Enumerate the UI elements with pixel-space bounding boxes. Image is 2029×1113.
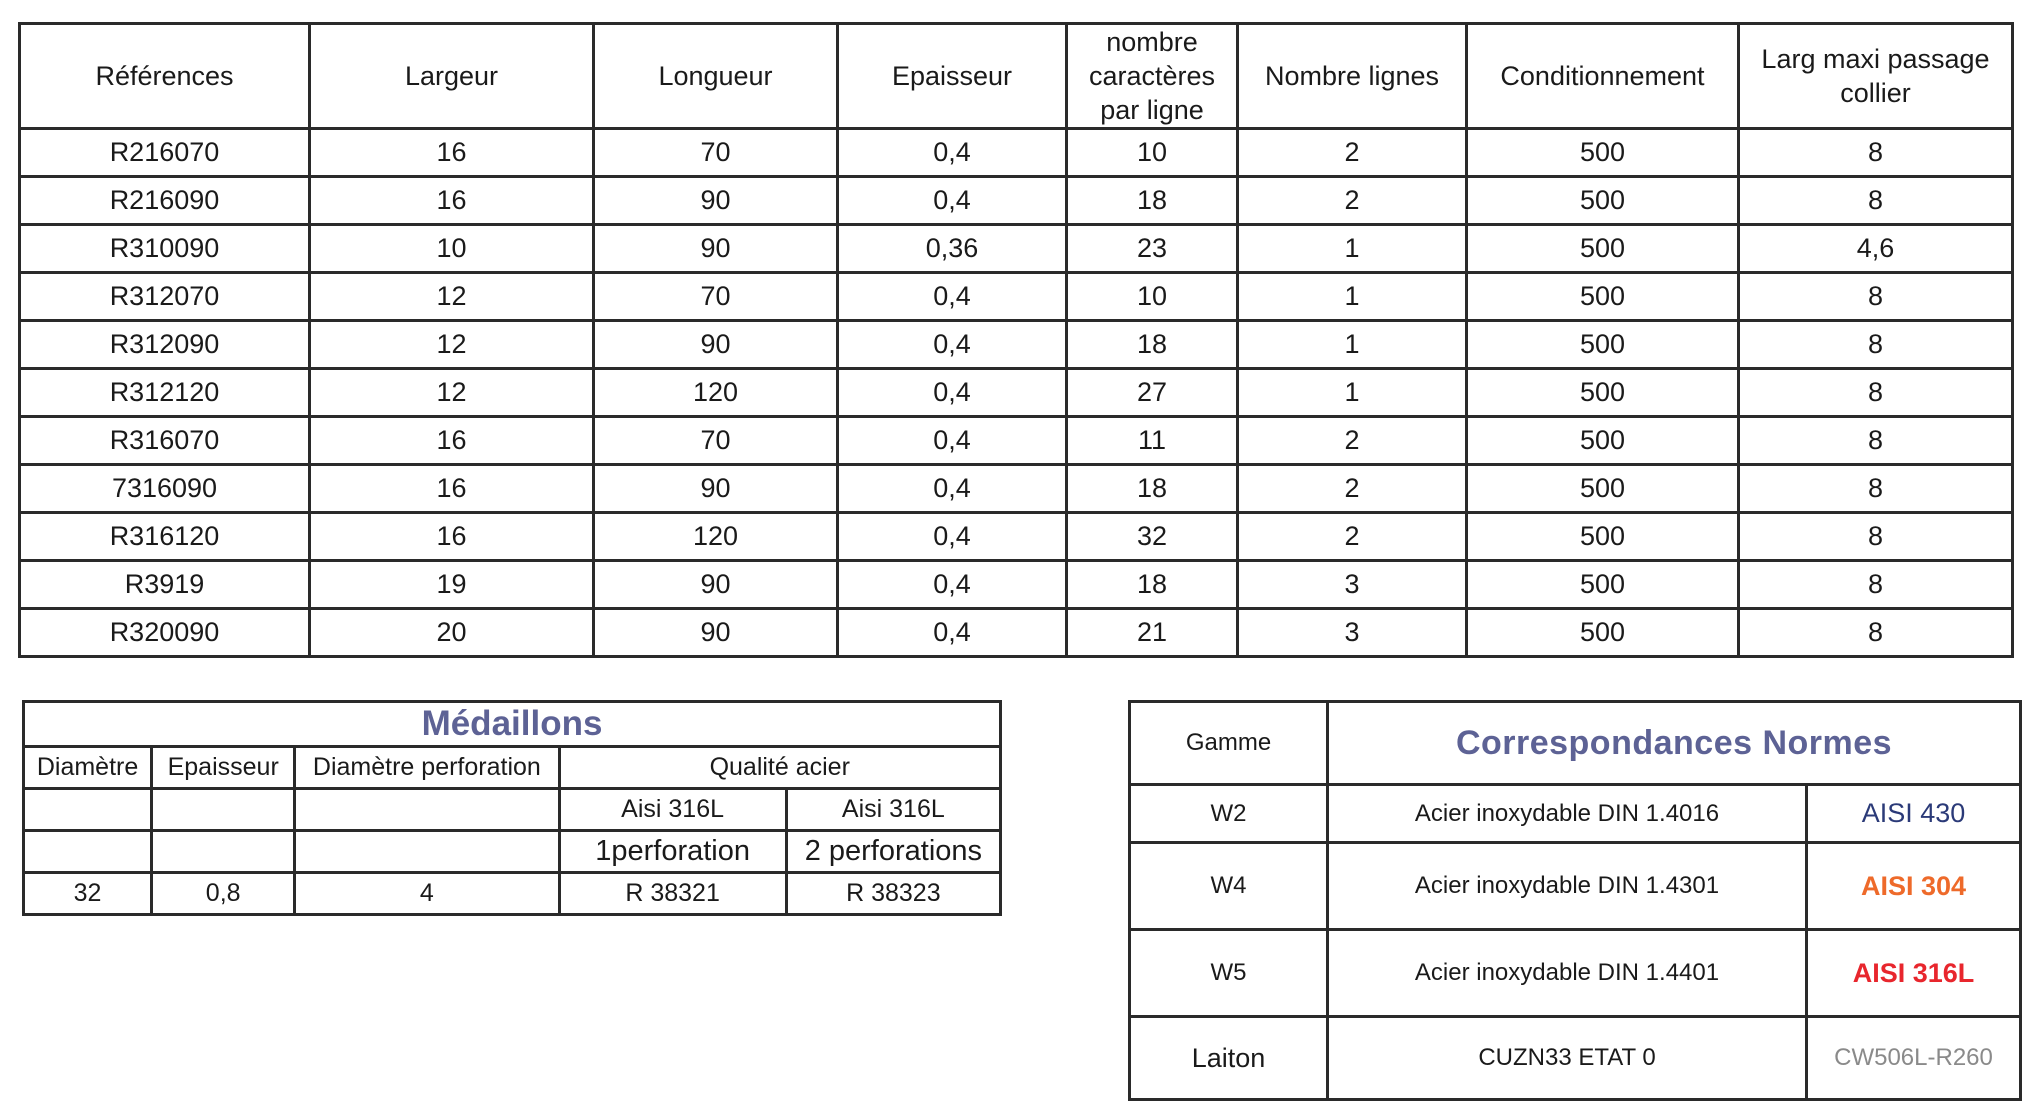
empty-cell [24,789,152,831]
cell-larg-maxi-passage-collier: 8 [1739,465,2013,513]
cell-conditionnement: 500 [1467,273,1739,321]
header-longueur: Longueur [594,24,838,129]
aisi-cell: AISI 304 [1807,843,2021,930]
gamme-cell: Laiton [1130,1017,1328,1100]
cell-longueur: 70 [594,417,838,465]
header-gamme: Gamme [1130,702,1328,785]
cell-caracteres-par-ligne: 10 [1067,273,1238,321]
cell-conditionnement: 500 [1467,417,1739,465]
grade-2: Aisi 316L [786,789,1000,831]
table-row [20,225,2013,273]
cell-longueur: 90 [594,321,838,369]
cell-larg-maxi-passage-collier: 8 [1739,369,2013,417]
value-epaisseur: 0,8 [152,873,295,915]
cell-conditionnement: 500 [1467,321,1739,369]
value-ref-1: R 38321 [559,873,786,915]
empty-cell [295,831,559,873]
cell-epaisseur: 0,4 [838,417,1067,465]
table-row [20,129,2013,177]
cell-conditionnement: 500 [1467,465,1739,513]
cell-largeur: 12 [310,369,594,417]
cell-largeur: 12 [310,273,594,321]
cell-nombre-lignes: 1 [1238,369,1467,417]
normes-table [1128,700,2022,1101]
cell-nombre-lignes: 2 [1238,417,1467,465]
gamme-cell: W2 [1130,785,1328,843]
table-row [24,789,1001,831]
cell-conditionnement: 500 [1467,561,1739,609]
cell-epaisseur: 0,4 [838,369,1067,417]
cell-epaisseur: 0,4 [838,177,1067,225]
perforation-1: 1perforation [559,831,786,873]
table-header-row [1130,702,2021,785]
cell-largeur: 19 [310,561,594,609]
cell-conditionnement: 500 [1467,177,1739,225]
references-table [18,22,2014,658]
table-row [20,609,2013,657]
value-diametre-perforation: 4 [295,873,559,915]
header-nombre-lignes: Nombre lignes [1238,24,1467,129]
cell-reference: R3919 [20,561,310,609]
cell-largeur: 16 [310,417,594,465]
cell-reference: R316070 [20,417,310,465]
table-row [1130,843,2021,930]
table-row [1130,785,2021,843]
cell-nombre-lignes: 2 [1238,177,1467,225]
cell-longueur: 90 [594,177,838,225]
cell-reference: R312090 [20,321,310,369]
aisi-cell: AISI 316L [1807,930,2021,1017]
table-header-row [20,24,2013,129]
cell-epaisseur: 0,4 [838,561,1067,609]
header-diametre: Diamètre [24,747,152,789]
cell-nombre-lignes: 2 [1238,129,1467,177]
cell-conditionnement: 500 [1467,513,1739,561]
header-epaisseur: Epaisseur [152,747,295,789]
grade-1: Aisi 316L [559,789,786,831]
cell-caracteres-par-ligne: 18 [1067,465,1238,513]
cell-largeur: 16 [310,513,594,561]
cell-larg-maxi-passage-collier: 8 [1739,321,2013,369]
table-row [20,561,2013,609]
table-row [24,873,1001,915]
cell-caracteres-par-ligne: 21 [1067,609,1238,657]
cell-conditionnement: 500 [1467,369,1739,417]
cell-largeur: 20 [310,609,594,657]
cell-epaisseur: 0,4 [838,129,1067,177]
cell-reference: R320090 [20,609,310,657]
cell-longueur: 90 [594,609,838,657]
cell-caracteres-par-ligne: 18 [1067,177,1238,225]
aisi-cell: CW506L-R260 [1807,1017,2021,1100]
header-qualite-acier: Qualité acier [559,747,1001,789]
table-row [20,417,2013,465]
cell-caracteres-par-ligne: 27 [1067,369,1238,417]
cell-caracteres-par-ligne: 32 [1067,513,1238,561]
cell-caracteres-par-ligne: 23 [1067,225,1238,273]
cell-longueur: 70 [594,129,838,177]
cell-conditionnement: 500 [1467,129,1739,177]
value-ref-2: R 38323 [786,873,1000,915]
value-diametre: 32 [24,873,152,915]
empty-cell [152,789,295,831]
normes-title: Correspondances Normes [1328,702,2021,785]
cell-conditionnement: 500 [1467,225,1739,273]
cell-nombre-lignes: 1 [1238,321,1467,369]
header-references: Références [20,24,310,129]
cell-largeur: 12 [310,321,594,369]
description-cell: Acier inoxydable DIN 1.4301 [1328,843,1807,930]
header-caracteres-par-ligne: nombre caractères par ligne [1067,24,1238,129]
cell-longueur: 70 [594,273,838,321]
cell-longueur: 120 [594,369,838,417]
cell-epaisseur: 0,4 [838,273,1067,321]
table-row [20,273,2013,321]
cell-reference: 7316090 [20,465,310,513]
cell-longueur: 120 [594,513,838,561]
table-row [20,513,2013,561]
references-table-body [20,129,2013,657]
cell-larg-maxi-passage-collier: 8 [1739,129,2013,177]
header-epaisseur: Epaisseur [838,24,1067,129]
table-row [1130,930,2021,1017]
cell-longueur: 90 [594,561,838,609]
cell-caracteres-par-ligne: 11 [1067,417,1238,465]
table-row [24,747,1001,789]
medaillons-table [22,700,1002,916]
cell-nombre-lignes: 3 [1238,609,1467,657]
cell-nombre-lignes: 2 [1238,513,1467,561]
cell-reference: R216090 [20,177,310,225]
cell-larg-maxi-passage-collier: 8 [1739,513,2013,561]
cell-nombre-lignes: 1 [1238,225,1467,273]
medaillons-title: Médaillons [24,702,1001,747]
cell-caracteres-par-ligne: 18 [1067,561,1238,609]
cell-largeur: 16 [310,465,594,513]
cell-larg-maxi-passage-collier: 4,6 [1739,225,2013,273]
cell-epaisseur: 0,4 [838,513,1067,561]
table-row [20,177,2013,225]
cell-larg-maxi-passage-collier: 8 [1739,561,2013,609]
cell-reference: R216070 [20,129,310,177]
cell-largeur: 16 [310,177,594,225]
table-row [24,831,1001,873]
description-cell: Acier inoxydable DIN 1.4401 [1328,930,1807,1017]
header-larg-maxi-passage-collier: Larg maxi passage collier [1739,24,2013,129]
table-row [20,321,2013,369]
gamme-cell: W4 [1130,843,1328,930]
gamme-cell: W5 [1130,930,1328,1017]
cell-reference: R310090 [20,225,310,273]
cell-longueur: 90 [594,225,838,273]
cell-epaisseur: 0,4 [838,321,1067,369]
cell-reference: R312070 [20,273,310,321]
header-largeur: Largeur [310,24,594,129]
cell-epaisseur: 0,4 [838,609,1067,657]
empty-cell [152,831,295,873]
cell-nombre-lignes: 1 [1238,273,1467,321]
cell-reference: R312120 [20,369,310,417]
perforation-2: 2 perforations [786,831,1000,873]
cell-largeur: 16 [310,129,594,177]
cell-epaisseur: 0,36 [838,225,1067,273]
cell-caracteres-par-ligne: 18 [1067,321,1238,369]
description-cell: CUZN33 ETAT 0 [1328,1017,1807,1100]
cell-largeur: 10 [310,225,594,273]
empty-cell [24,831,152,873]
cell-larg-maxi-passage-collier: 8 [1739,273,2013,321]
table-row [24,702,1001,747]
table-row [20,465,2013,513]
cell-reference: R316120 [20,513,310,561]
header-conditionnement: Conditionnement [1467,24,1739,129]
cell-larg-maxi-passage-collier: 8 [1739,177,2013,225]
header-diametre-perforation: Diamètre perforation [295,747,559,789]
description-cell: Acier inoxydable DIN 1.4016 [1328,785,1807,843]
cell-larg-maxi-passage-collier: 8 [1739,609,2013,657]
cell-longueur: 90 [594,465,838,513]
cell-caracteres-par-ligne: 10 [1067,129,1238,177]
cell-nombre-lignes: 2 [1238,465,1467,513]
table-row [20,369,2013,417]
cell-nombre-lignes: 3 [1238,561,1467,609]
table-row [1130,1017,2021,1100]
empty-cell [295,789,559,831]
cell-epaisseur: 0,4 [838,465,1067,513]
aisi-cell: AISI 430 [1807,785,2021,843]
cell-conditionnement: 500 [1467,609,1739,657]
cell-larg-maxi-passage-collier: 8 [1739,417,2013,465]
